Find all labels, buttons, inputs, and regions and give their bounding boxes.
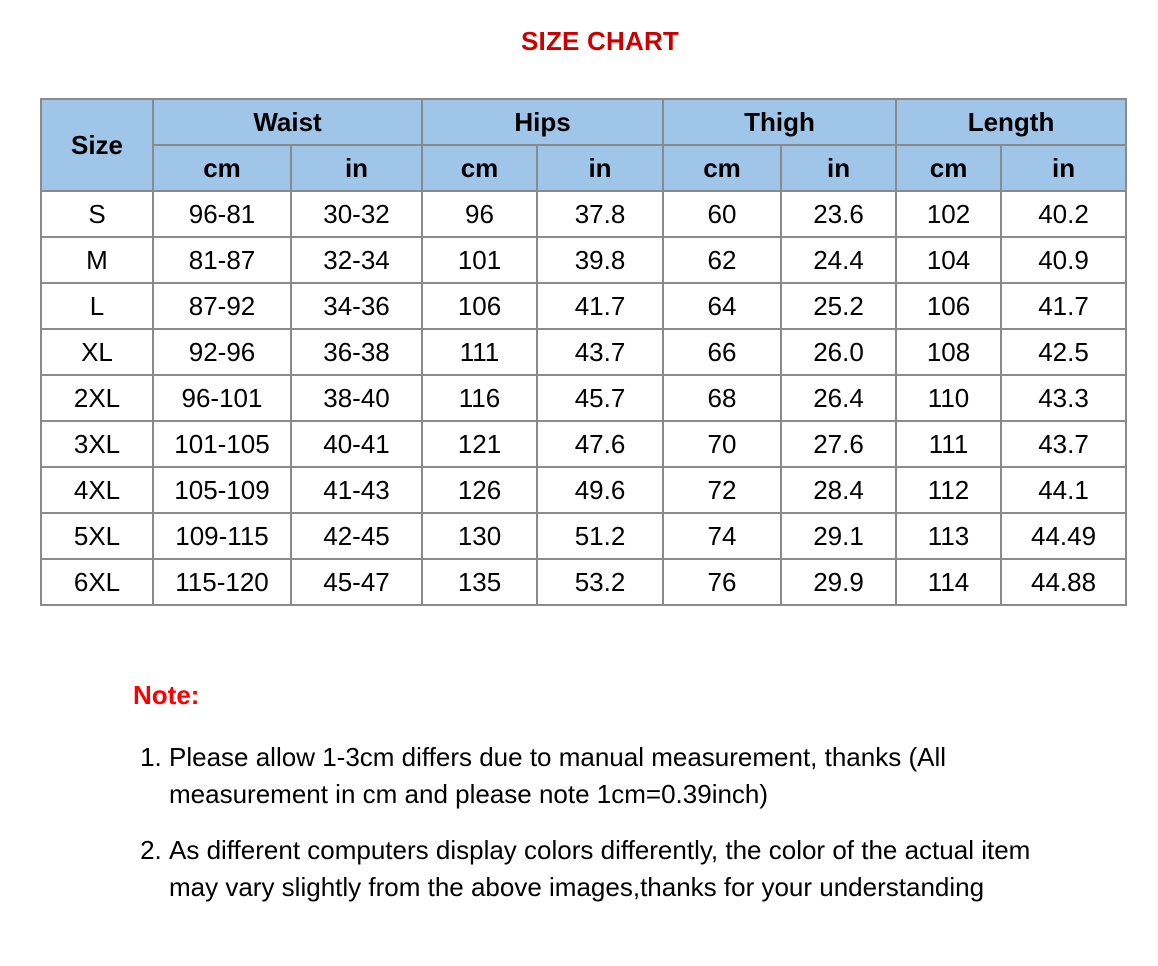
table-cell: 111 — [422, 329, 537, 375]
table-cell: 44.1 — [1001, 467, 1126, 513]
table-cell: 111 — [896, 421, 1001, 467]
header-group-row — [41, 99, 1126, 145]
note-title: Note: — [133, 680, 200, 710]
table-cell: 32-34 — [291, 237, 422, 283]
table-cell: 42-45 — [291, 513, 422, 559]
table-cell: 45-47 — [291, 559, 422, 605]
table-cell: 44.49 — [1001, 513, 1126, 559]
unit-header: cm — [663, 145, 781, 191]
table-cell: 24.4 — [781, 237, 896, 283]
size-label-cell: 6XL — [41, 559, 153, 605]
table-cell: 26.0 — [781, 329, 896, 375]
table-cell: 30-32 — [291, 191, 422, 237]
unit-header: cm — [896, 145, 1001, 191]
table-row — [41, 191, 1126, 237]
table-cell: 60 — [663, 191, 781, 237]
table-cell: 62 — [663, 237, 781, 283]
unit-header: in — [537, 145, 663, 191]
table-cell: 87-92 — [153, 283, 291, 329]
thigh-header: Thigh — [663, 99, 896, 145]
table-cell: 130 — [422, 513, 537, 559]
size-label-cell: 2XL — [41, 375, 153, 421]
table-cell: 101 — [422, 237, 537, 283]
table-row — [41, 283, 1126, 329]
table-cell: 29.1 — [781, 513, 896, 559]
length-header: Length — [896, 99, 1126, 145]
table-cell: 112 — [896, 467, 1001, 513]
table-cell: 116 — [422, 375, 537, 421]
table-cell: 23.6 — [781, 191, 896, 237]
table-cell: 108 — [896, 329, 1001, 375]
table-cell: 110 — [896, 375, 1001, 421]
table-cell: 38-40 — [291, 375, 422, 421]
size-label-cell: 5XL — [41, 513, 153, 559]
table-cell: 28.4 — [781, 467, 896, 513]
table-cell: 70 — [663, 421, 781, 467]
size-column-header: Size — [41, 99, 153, 191]
table-cell: 43.7 — [1001, 421, 1126, 467]
table-cell: 43.7 — [537, 329, 663, 375]
table-cell: 51.2 — [537, 513, 663, 559]
table-cell: 39.8 — [537, 237, 663, 283]
table-cell: 68 — [663, 375, 781, 421]
table-row — [41, 329, 1126, 375]
table-cell: 47.6 — [537, 421, 663, 467]
note-item: 2. As different computers display colors differently, the color of the actual item may vary slightly from the above images,thanks for your understanding — [169, 832, 1073, 906]
header-unit-row — [41, 145, 1126, 191]
unit-header: in — [291, 145, 422, 191]
table-cell: 53.2 — [537, 559, 663, 605]
table-cell: 29.9 — [781, 559, 896, 605]
table-cell: 121 — [422, 421, 537, 467]
table-cell: 37.8 — [537, 191, 663, 237]
table-cell: 66 — [663, 329, 781, 375]
table-cell: 40.9 — [1001, 237, 1126, 283]
table-cell: 49.6 — [537, 467, 663, 513]
page-title: SIZE CHART — [521, 26, 679, 56]
table-cell: 76 — [663, 559, 781, 605]
table-cell: 126 — [422, 467, 537, 513]
table-cell: 104 — [896, 237, 1001, 283]
table-row — [41, 237, 1126, 283]
table-cell: 36-38 — [291, 329, 422, 375]
table-row — [41, 559, 1126, 605]
table-cell: 135 — [422, 559, 537, 605]
note-section — [133, 680, 1073, 925]
size-chart-table — [40, 98, 1127, 606]
size-label-cell: L — [41, 283, 153, 329]
table-cell: 34-36 — [291, 283, 422, 329]
table-cell: 115-120 — [153, 559, 291, 605]
table-cell: 96 — [422, 191, 537, 237]
table-cell: 114 — [896, 559, 1001, 605]
unit-header: cm — [153, 145, 291, 191]
table-cell: 102 — [896, 191, 1001, 237]
table-cell: 113 — [896, 513, 1001, 559]
table-cell: 106 — [422, 283, 537, 329]
size-label-cell: 3XL — [41, 421, 153, 467]
waist-header: Waist — [153, 99, 422, 145]
table-cell: 45.7 — [537, 375, 663, 421]
table-row — [41, 421, 1126, 467]
table-cell: 96-81 — [153, 191, 291, 237]
table-cell: 43.3 — [1001, 375, 1126, 421]
table-cell: 25.2 — [781, 283, 896, 329]
table-cell: 40.2 — [1001, 191, 1126, 237]
table-cell: 41.7 — [537, 283, 663, 329]
table-cell: 27.6 — [781, 421, 896, 467]
table-cell: 96-101 — [153, 375, 291, 421]
table-cell: 41.7 — [1001, 283, 1126, 329]
table-cell: 72 — [663, 467, 781, 513]
size-label-cell: XL — [41, 329, 153, 375]
unit-header: in — [1001, 145, 1126, 191]
note-item: 1. Please allow 1-3cm differs due to manual measurement, thanks (All measurement in cm and please note 1cm=0.39inch) — [169, 739, 1073, 813]
table-cell: 92-96 — [153, 329, 291, 375]
table-row — [41, 375, 1126, 421]
unit-header: cm — [422, 145, 537, 191]
size-label-cell: S — [41, 191, 153, 237]
table-cell: 105-109 — [153, 467, 291, 513]
table-cell: 106 — [896, 283, 1001, 329]
hips-header: Hips — [422, 99, 663, 145]
table-row — [41, 467, 1126, 513]
size-label-cell: 4XL — [41, 467, 153, 513]
table-cell: 74 — [663, 513, 781, 559]
table-cell: 26.4 — [781, 375, 896, 421]
table-cell: 109-115 — [153, 513, 291, 559]
table-cell: 44.88 — [1001, 559, 1126, 605]
table-cell: 64 — [663, 283, 781, 329]
table-cell: 41-43 — [291, 467, 422, 513]
table-cell: 40-41 — [291, 421, 422, 467]
table-cell: 101-105 — [153, 421, 291, 467]
size-label-cell: M — [41, 237, 153, 283]
table-body — [41, 191, 1126, 605]
unit-header: in — [781, 145, 896, 191]
table-row — [41, 513, 1126, 559]
table-cell: 81-87 — [153, 237, 291, 283]
note-list — [133, 739, 1073, 906]
table-cell: 42.5 — [1001, 329, 1126, 375]
